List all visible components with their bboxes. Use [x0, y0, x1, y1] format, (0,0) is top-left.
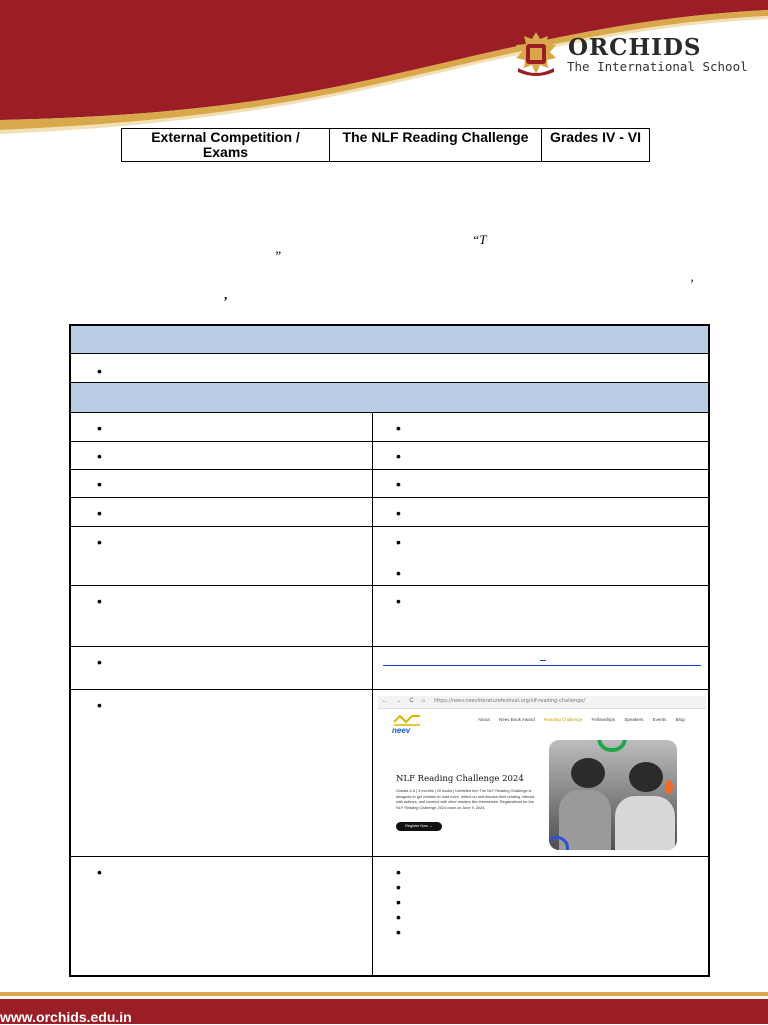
bullet: •: [396, 534, 401, 550]
section-header-band-1: [71, 326, 708, 354]
register-now-button[interactable]: Register Now →: [396, 822, 442, 831]
row-divider: [71, 497, 708, 498]
bullet: •: [396, 565, 401, 581]
logo-tagline: The International School: [567, 59, 748, 74]
bullet: •: [97, 363, 102, 379]
logo-name: ORCHIDS: [568, 34, 702, 61]
bullet: •: [97, 448, 102, 464]
nav-book-award[interactable]: Neev Book Award: [499, 717, 535, 722]
quote-close-mark: ”: [274, 248, 282, 263]
row-divider: [71, 585, 708, 586]
quote-open-mark: “T: [472, 232, 487, 247]
footer-website[interactable]: www.orchids.edu.in: [0, 1009, 132, 1025]
browser-toolbar: [378, 696, 706, 709]
bullet: •: [396, 909, 401, 925]
children-reading-photo: [549, 740, 677, 850]
bullet: •: [97, 420, 102, 436]
bullet: •: [396, 593, 401, 609]
row-divider: [71, 646, 708, 647]
row-divider: [71, 856, 708, 857]
comma-mark: ,: [224, 287, 228, 302]
apostrophe-mark: ’: [689, 276, 694, 291]
browser-nav-icons: ← → C ⌂: [382, 698, 428, 704]
bullet: •: [396, 879, 401, 895]
row-divider: [71, 441, 708, 442]
nav-fellowships[interactable]: Fellowships: [591, 717, 616, 722]
site-heading: NLF Reading Challenge 2024: [396, 774, 524, 784]
bullet: •: [396, 476, 401, 492]
nav-blog[interactable]: Blog: [675, 717, 685, 722]
child-body: [615, 796, 675, 850]
nav-events[interactable]: Events: [652, 717, 667, 722]
section-header-band-2: [71, 383, 708, 413]
bullet: •: [97, 654, 102, 670]
nav-about[interactable]: About: [478, 717, 490, 722]
website-screenshot: [378, 696, 706, 856]
bullet: •: [97, 476, 102, 492]
bullet: •: [97, 864, 102, 880]
site-nav: [478, 717, 693, 722]
nav-speakers[interactable]: Speakers: [624, 717, 644, 722]
green-arc-shape: [597, 740, 627, 752]
bullet: •: [396, 505, 401, 521]
child-head: [571, 758, 605, 788]
link-fragment[interactable]: [540, 660, 546, 661]
row-divider: [71, 689, 708, 690]
registration-link[interactable]: [383, 665, 701, 666]
bullet: •: [396, 924, 401, 940]
browser-url: https://neev.neevliteraturefestival.org/nlf-reading-challenge/: [434, 698, 586, 704]
row-divider: [71, 469, 708, 470]
bullet: •: [396, 420, 401, 436]
site-description: Grades 4-6 | 3 months | 20 books | Unlimited fun! The NLF Reading Challenge is designed to get children to read more, reflect on and discuss their reading, interact with authors, and connect with other readers like themselves. Registrations for the NLF Reading Challenge 2024 close on June 9, 2024.: [396, 789, 535, 810]
orange-shape: [665, 780, 673, 794]
neev-brand: neev: [392, 726, 411, 735]
bullet: •: [97, 534, 102, 550]
bullet: •: [97, 697, 102, 713]
nav-reading-challenge[interactable]: Reading Challenge: [544, 717, 583, 722]
bullet: •: [396, 448, 401, 464]
bullet: •: [396, 894, 401, 910]
info-table: [121, 128, 650, 162]
info-cell-title: The NLF Reading Challenge: [330, 129, 542, 162]
crest-icon: [510, 30, 562, 78]
row-divider: [71, 526, 708, 527]
details-table: [69, 324, 710, 977]
bullet: •: [396, 864, 401, 880]
child-head: [629, 762, 663, 792]
bullet: •: [97, 505, 102, 521]
orchids-logo: [510, 30, 748, 80]
info-cell-grades: Grades IV - VI: [542, 129, 650, 162]
info-cell-category: External Competition / Exams: [122, 129, 330, 162]
bullet: •: [97, 593, 102, 609]
